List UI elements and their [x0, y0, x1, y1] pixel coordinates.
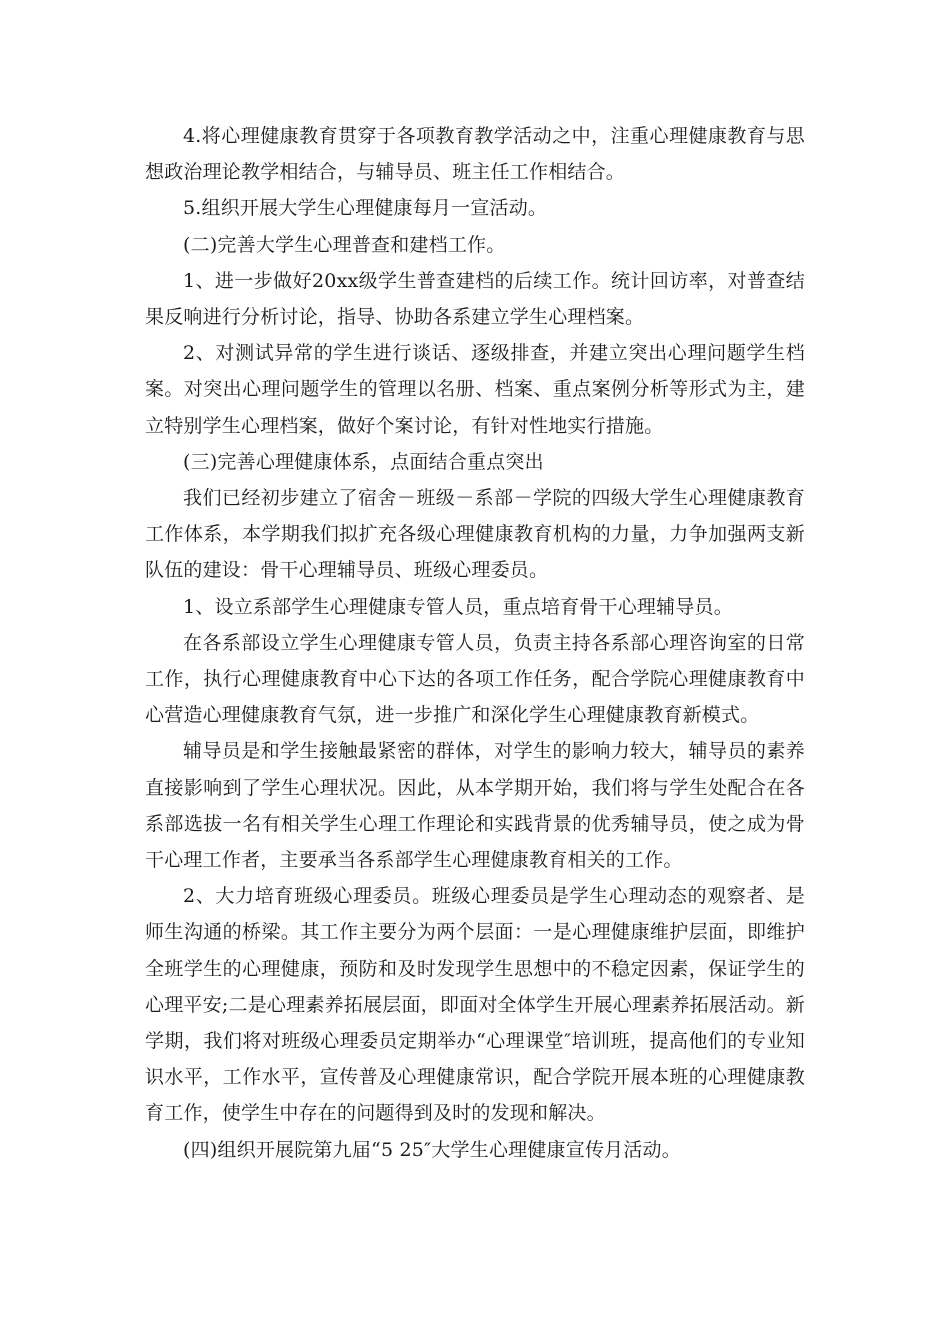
section-heading-2: (二)完善大学生心理普查和建档工作。: [183, 233, 506, 256]
document-page: [145, 118, 805, 1168]
paragraph-survey-1: 1、进一步做好20xx级学生普查建档的后续工作。统计回访率，对普查结果反响进行分析讨论，指导、协助各系建立学生心理档案。: [145, 269, 805, 329]
section-heading-3: (三)完善心理健康体系，点面结合重点突出: [183, 450, 544, 473]
section-heading-4: (四)组织开展院第九届“5 25″大学生心理健康宣传月活动。: [183, 1138, 681, 1161]
paragraph-system-1-detail: 在各系部设立学生心理健康专管人员，负责主持各系部心理咨询室的日常工作，执行心理健康教育中心下达的各项工作任务，配合学院心理健康教育中心营造心理健康教育气氛，进一步推广和深化学生心理健康教育新模式。: [145, 631, 805, 727]
paragraph-system-2: 2、大力培育班级心理委员。班级心理委员是学生心理动态的观察者、是师生沟通的桥梁。其工作主要分为两个层面：一是心理健康维护层面，即维护全班学生的心理健康，预防和及时发现学生思想中的不稳定因素，保证学生的心理平安;二是心理素养拓展层面，即面对全体学生开展心理素养拓展活动。新学期，我们将对班级心理委员定期举办“心理课堂″培训班，提高他们的专业知识水平，工作水平，宣传普及心理健康常识，配合学院开展本班的心理健康教育工作，使学生中存在的问题得到及时的发现和解决。: [145, 885, 805, 1125]
paragraph-item-5: 5.组织开展大学生心理健康每月一宣活动。: [183, 197, 548, 220]
paragraph-system-intro: 我们已经初步建立了宿舍－班级－系部－学院的四级大学生心理健康教育工作体系，本学期我们拟扩充各级心理健康教育机构的力量，力争加强两支新队伍的建设：骨干心理辅导员、班级心理委员。: [145, 487, 805, 582]
paragraph-survey-2: 2、对测试异常的学生进行谈话、逐级排查，并建立突出心理问题学生档案。对突出心理问题学生的管理以名册、档案、重点案例分析等形式为主，建立特别学生心理档案，做好个案讨论，有针对性地实行措施。: [145, 342, 805, 437]
paragraph-system-1: 1、设立系部学生心理健康专管人员，重点培育骨干心理辅导员。: [183, 595, 733, 618]
paragraph-counselor: 辅导员是和学生接触最紧密的群体，对学生的影响力较大，辅导员的素养直接影响到了学生心理状况。因此，从本学期开始，我们将与学生处配合在各系部选拔一名有相关学生心理工作理论和实践背景的优秀辅导员，使之成为骨干心理工作者，主要承当各系部学生心理健康教育相关的工作。: [145, 740, 805, 872]
paragraph-item-4: 4.将心理健康教育贯穿于各项教育教学活动之中，注重心理健康教育与思想政治理论教学相结合，与辅导员、班主任工作相结合。: [145, 125, 805, 184]
